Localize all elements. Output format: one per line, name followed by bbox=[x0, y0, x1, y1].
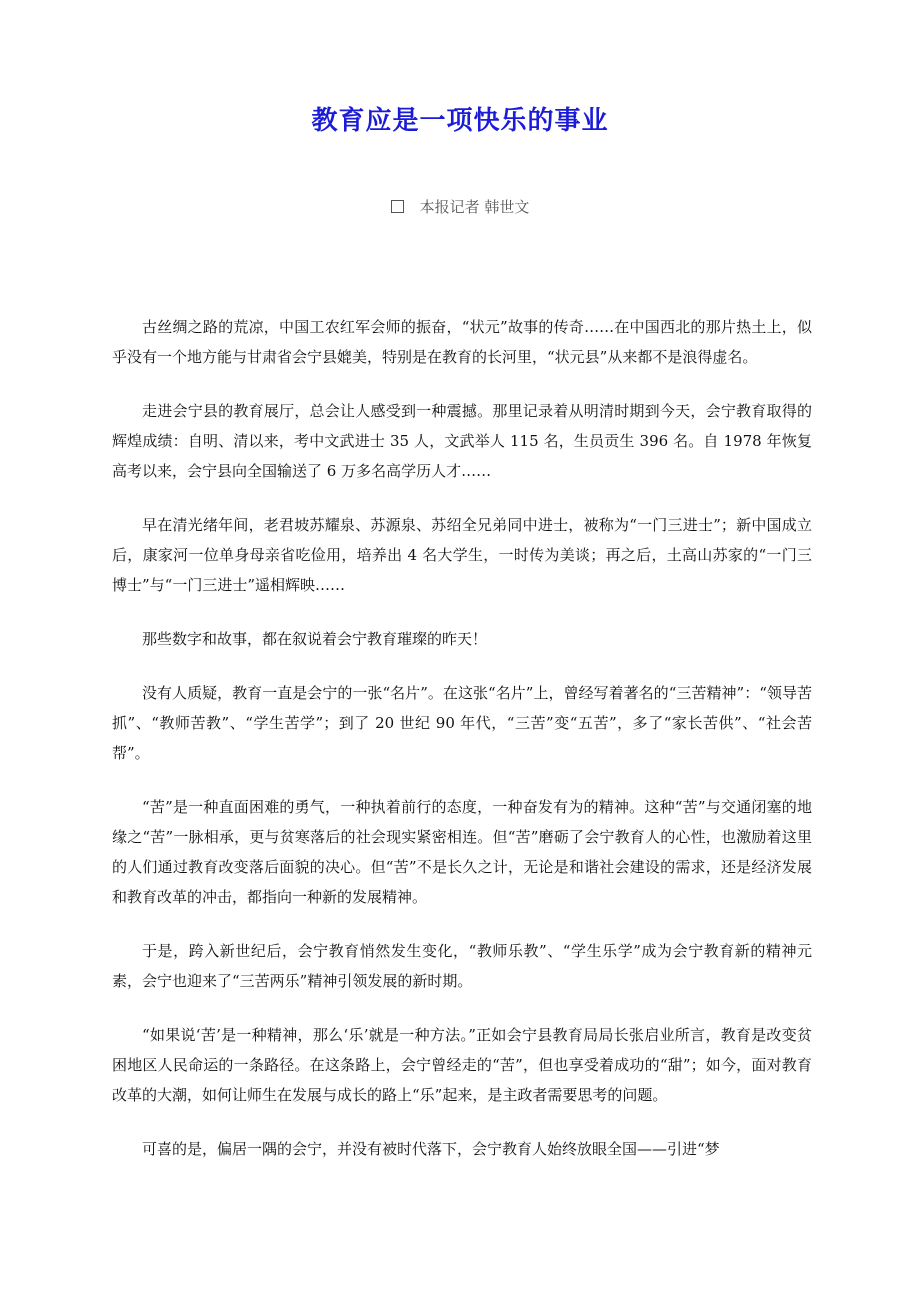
article-body bbox=[112, 312, 812, 1188]
paragraph: “苦”是一种直面困难的勇气，一种执着前行的态度，一种奋发有为的精神。这种“苦”与交通闭塞的地缘之“苦”一脉相承，更与贫寒落后的社会现实紧密相连。但“苦”磨砺了会宁教育人的心性，也激励着这里的人们通过教育改变落后面貌的决心。但“苦”不是长久之计，无论是和谐社会建设的需求，还是经济发展和教育改革的冲击，都指向一种新的发展精神。 bbox=[112, 798, 812, 906]
paragraph: 走进会宁县的教育展厅，总会让人感受到一种震撼。那里记录着从明清时期到今天，会宁教育取得的辉煌成绩：自明、清以来，考中文武进士 35 人，文武举人 115 名，生员贡生 396 名。自 1978 年恢复高考以来，会宁县向全国输送了 6 万多名高学历人才…… bbox=[112, 402, 812, 480]
paragraph: 那些数字和故事，都在叙说着会宁教育璀璨的昨天！ bbox=[142, 630, 488, 648]
byline-text: 本报记者 韩世文 bbox=[419, 198, 530, 216]
paragraph: “如果说‘苦’是一种精神，那么‘乐’就是一种方法。”正如会宁县教育局局长张启业所言，教育是改变贫困地区人民命运的一条路径。在这条路上，会宁曾经走的“苦”，但也享受着成功的“甜”；如今，面对教育改革的大潮，如何让师生在发展与成长的路上“乐”起来，是主政者需要思考的问题。 bbox=[112, 1026, 812, 1104]
paragraph: 早在清光绪年间，老君坡苏耀泉、苏源泉、苏绍全兄弟同中进士，被称为“一门三进士”；新中国成立后，康家河一位单身母亲省吃俭用，培养出 4 名大学生，一时传为美谈；再之后，土高山苏家的“一门三博士”与“一门三进士”遥相辉映…… bbox=[112, 516, 812, 594]
paragraph: 可喜的是，偏居一隅的会宁，并没有被时代落下，会宁教育人始终放眼全国——引进“梦 bbox=[142, 1140, 720, 1158]
square-bullet-icon bbox=[391, 200, 404, 213]
paragraph: 没有人质疑，教育一直是会宁的一张“名片”。在这张“名片”上，曾经写着著名的“三苦精神”：“领导苦抓”、“教师苦教”、“学生苦学”；到了 20 世纪 90 年代，“三苦”变“五苦”，多了“家长苦供”、“社会苦帮”。 bbox=[112, 684, 812, 762]
byline bbox=[0, 196, 920, 217]
paragraph: 古丝绸之路的荒凉，中国工农红军会师的振奋，“状元”故事的传奇……在中国西北的那片热土上，似乎没有一个地方能与甘肃省会宁县媲美，特别是在教育的长河里，“状元县”从来都不是浪得虚名。 bbox=[112, 318, 812, 366]
paragraph: 于是，跨入新世纪后，会宁教育悄然发生变化，“教师乐教”、“学生乐学”成为会宁教育新的精神元素，会宁也迎来了“三苦两乐”精神引领发展的新时期。 bbox=[112, 942, 812, 990]
article-title: 教育应是一项快乐的事业 bbox=[311, 106, 609, 136]
